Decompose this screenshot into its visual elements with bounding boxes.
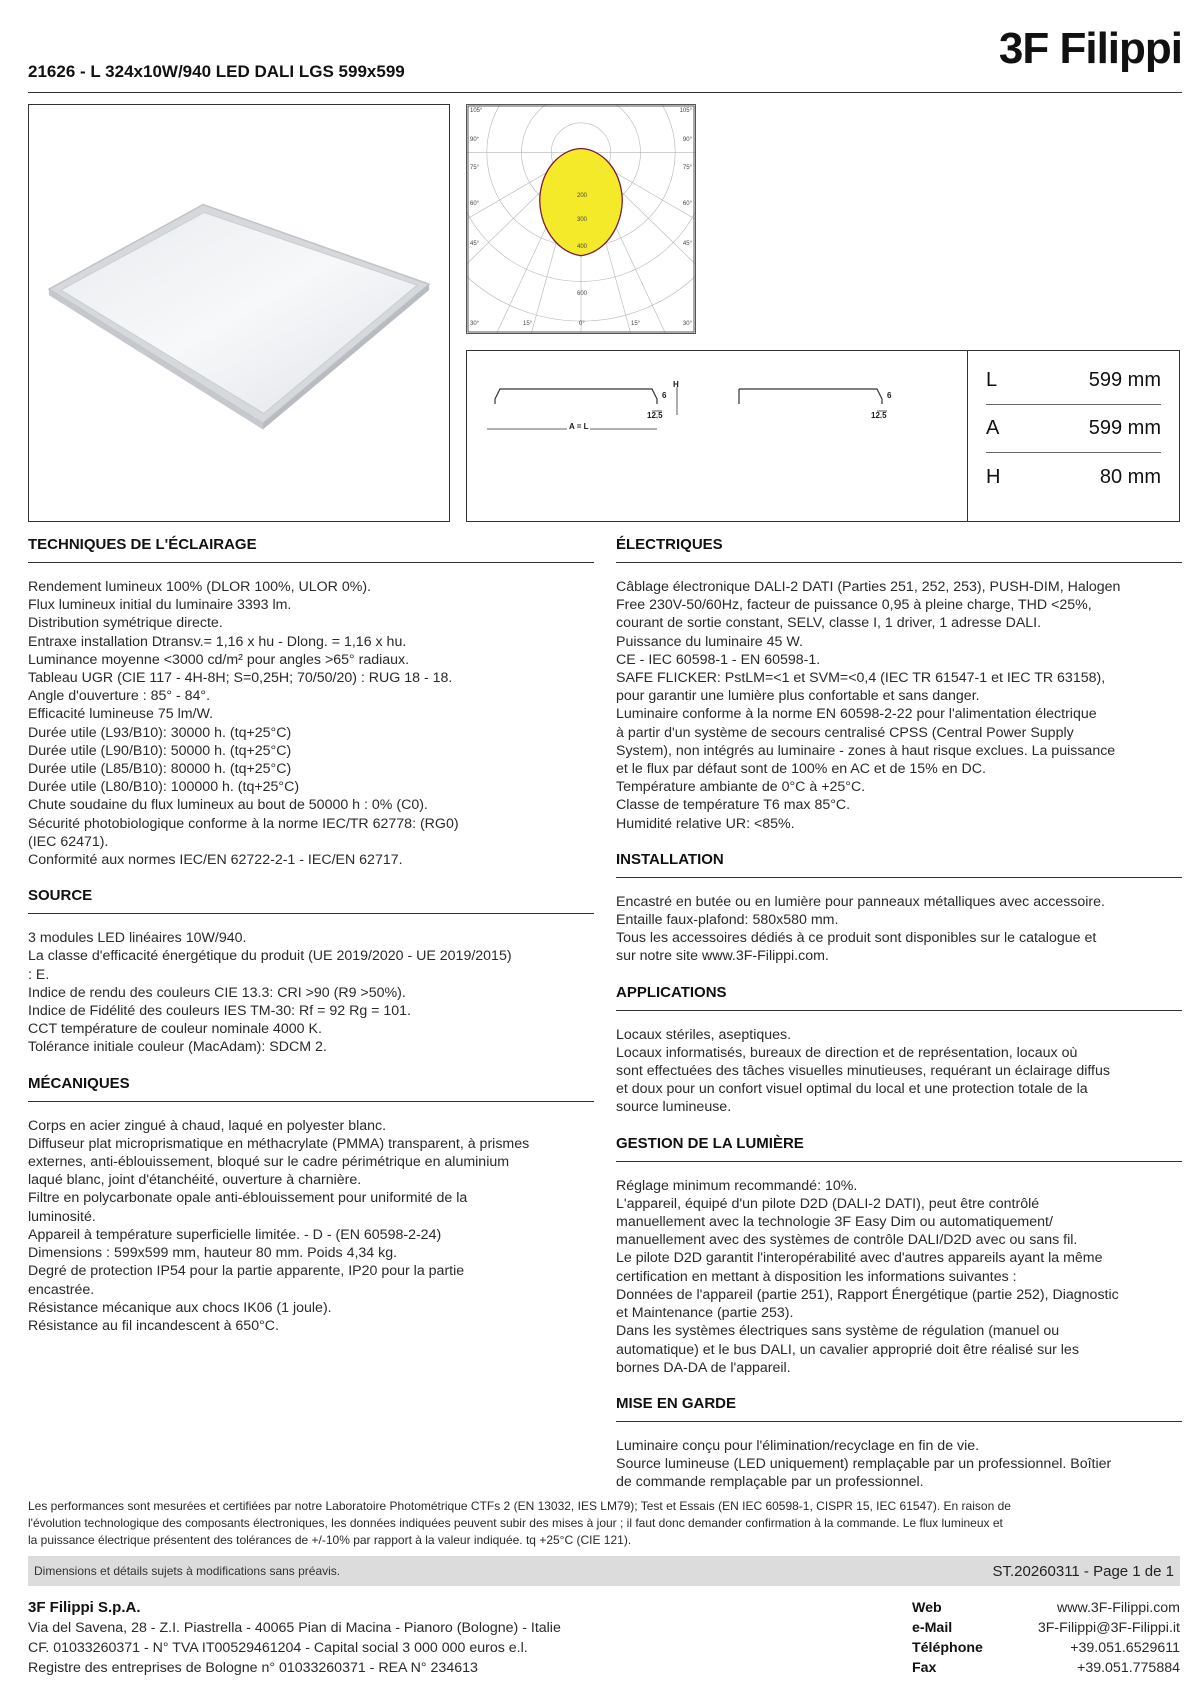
dimension-row [986,405,1161,453]
polar-label: 90° [682,137,692,143]
section-body [28,929,594,1056]
light-distribution-curve [540,149,622,256]
section-line: L'appareil, équipé d'un pilote D2D (DALI-2 DATI), peut être contrôlé [616,1195,1040,1212]
contact-value: +39.051.6529611 [1070,1640,1180,1656]
section-line: Durée utile (L85/B10): 80000 h. (tq+25°C) [28,761,292,778]
section-line: 3 modules LED linéaires 10W/940. [28,930,247,947]
section-line: Dans les systèmes électriques sans système de régulation (manuel ou [616,1323,1060,1340]
contact-row [912,1658,1180,1678]
section-heading: ÉLECTRIQUES [616,536,1182,563]
section-line: Diffuseur plat microprismatique en méthacrylate (PMMA) transparent, à prismes [28,1135,530,1152]
led-panel-image [29,105,449,521]
section-line: Indice de Fidélité des couleurs IES TM-30: Rf = 92 Rg = 101. [28,1003,412,1020]
section-line: Angle d'ouverture : 85° - 84°. [28,688,211,705]
contact-value: +39.051.775884 [1077,1660,1180,1676]
contact-key: Web [912,1600,942,1616]
contact-value[interactable]: 3F-Filippi@3F-Filippi.it [1037,1620,1180,1636]
section-line: Luminaire conçu pour l'élimination/recyclage en fin de vie. [616,1437,980,1454]
section-line: pour garantir une lumière plus confortable et sans danger. [616,688,980,705]
section-line: Flux lumineux initial du luminaire 3393 lm. [28,597,292,614]
section-line: Efficacité lumineuse 75 lm/W. [28,706,214,723]
section-line: La classe d'efficacité énergétique du produit (UE 2019/2020 - UE 2019/2015) [28,948,512,965]
section-line: Sécurité photobiologique conforme à la norme IEC/TR 62778: (RG0) [28,815,459,832]
section-line: Filtre en polycarbonate opale anti-éblouissement pour uniformité de la [28,1190,468,1207]
section-line: sont effectuées des tâches visuelles minutieuses, requérant un éclairage diffus [616,1063,1110,1080]
section-line: source lumineuse. [616,1099,732,1116]
section-line: Source lumineuse (LED uniquement) remplaçable par un professionnel. Boîtier [616,1456,1112,1473]
footnote-line: l'évolution technologique des composants électroniques, les données indiquées peuvent subir des mises à jour ; il faut donc demander confirmation à la commande. Le flux lumineux et [28,1516,1003,1530]
product-photo [28,104,450,522]
section-line: Température ambiante de 0°C à +25°C. [616,779,866,796]
page-number: ST.20260311 - Page 1 de 1 [992,1562,1174,1580]
polar-label: 15° [523,321,533,327]
section-line: Encastré en butée ou en lumière pour panneaux métalliques avec accessoire. [616,893,1105,910]
address-line: Via del Savena, 28 - Z.I. Piastrella - 40065 Pian di Macina - Pianoro (Bologne) - Italie [28,1620,561,1636]
polar-label: 30° [470,321,480,327]
address-line: CF. 01033260371 - N° TVA IT00529461204 - Capital social 3 000 000 euros e.l. [28,1640,528,1656]
section-body [28,1117,594,1335]
footnote [28,1498,1180,1549]
section-line: Chute soudaine du flux lumineux au bout de 50000 h : 0% (C0). [28,797,428,814]
contact-info [912,1598,1180,1678]
contact-key: e-Mail [912,1620,953,1636]
section-line: et doux pour un confort visuel optimal du local et une protection totale de la [616,1081,1088,1098]
polar-label: 75° [682,165,692,171]
polar-label: 45° [682,241,692,247]
section-line: sur notre site www.3F-Filippi.com. [616,948,829,965]
section-line: Durée utile (L80/B10): 100000 h. (tq+25°C) [28,779,300,796]
section-line: CCT température de couleur nominale 4000 K. [28,1021,322,1038]
address-line: Registre des entreprises de Bologne n° 01033260371 - REA N° 234613 [28,1660,478,1676]
title-divider [28,92,1182,93]
section-line: Dimensions : 599x599 mm, hauteur 80 mm. Poids 4,34 kg. [28,1245,398,1262]
section-line: CE - IEC 60598-1 - EN 60598-1. [616,651,821,668]
section-body [28,578,594,869]
section-line: Corps en acier zingué à chaud, laqué en polyester blanc. [28,1117,387,1134]
section-line: Locaux informatisés, bureaux de direction et de représentation, locaux où [616,1044,1078,1061]
section-heading: SOURCE [28,887,594,914]
section-body [616,1437,1182,1492]
polar-label: 60° [682,201,692,207]
dim-a-label: A = L [569,422,589,431]
dimension-row [986,453,1161,501]
section-line: Humidité relative UR: <85%. [616,815,795,832]
polar-label: 105° [679,108,692,114]
section-line: Distribution symétrique directe. [28,615,223,632]
dim-thickness-left: 6 [662,391,667,400]
section-line: Indice de rendu des couleurs CIE 13.3: CRI >90 (R9 >50%). [28,984,406,1001]
polar-label: 200 [577,193,588,199]
section-line: SAFE FLICKER: PstLM=<1 et SVM=<0,4 (IEC TR 61547-1 et IEC TR 63158), [616,670,1106,687]
section-line: Conformité aux normes IEC/EN 62722-2-1 - IEC/EN 62717. [28,852,403,869]
section-line: bornes DA-DA de l'appareil. [616,1359,791,1376]
section-line: Entaille faux-plafond: 580x580 mm. [616,912,839,929]
section-heading: INSTALLATION [616,851,1182,878]
dimension-drawing [467,351,967,523]
section-line: Puissance du luminaire 45 W. [616,633,803,650]
section-line: Entraxe installation Dtransv.= 1,16 x hu - Dlong. = 1,16 x hu. [28,633,407,650]
section-heading: TECHNIQUES DE L'ÉCLAIRAGE [28,536,594,563]
dimension-key: L [986,369,998,391]
section-line: courant de sortie constant, SELV, classe I, 1 driver, 1 adresse DALI. [616,615,1042,632]
section-line: Résistance mécanique aux chocs IK06 (1 joule). [28,1299,332,1316]
section-body [616,1177,1182,1377]
dimension-key: A [986,417,1000,439]
section-line: externes, anti-éblouissement, bloqué sur le cadre périmétrique en aluminium [28,1154,510,1171]
contact-row [912,1638,1180,1658]
section-heading: GESTION DE LA LUMIÈRE [616,1135,1182,1162]
polar-label: 15° [631,321,641,327]
section-line: Le pilote D2D garantit l'interopérabilité avec d'autres appareils ayant la même [616,1250,1103,1267]
dimension-value: 599 mm [1088,417,1161,439]
contact-value[interactable]: www.3F-Filippi.com [1057,1600,1180,1616]
polar-label: 75° [470,165,480,171]
section-line: Rendement lumineux 100% (DLOR 100%, ULOR 0%). [28,579,372,595]
contact-key: Téléphone [912,1640,983,1656]
section-line: Tous les accessoires dédiés à ce produit sont disponibles sur le catalogue et [616,930,1097,947]
section-line: Luminaire conforme à la norme EN 60598-2-22 pour l'alimentation électrique [616,706,1097,723]
section-heading: APPLICATIONS [616,984,1182,1011]
side-profile-drawing [467,351,967,523]
section-line: Classe de température T6 max 85°C. [616,797,851,814]
section-line: manuellement avec des systèmes de contrôle DALI/D2D avec ou sans fil. [616,1232,1078,1249]
polar-label: 105° [470,108,483,114]
dim-h-label: H [673,380,679,389]
section-line: luminosité. [28,1208,96,1225]
dimensions-table [967,351,1179,521]
section-body [616,893,1182,966]
section-line: Luminance moyenne <3000 cd/m² pour angles >65° radiaux. [28,651,410,668]
section-line: Durée utile (L90/B10): 50000 h. (tq+25°C) [28,742,292,759]
dim-thickness-right: 6 [887,391,892,400]
brand-logo: 3F Filippi [998,24,1182,73]
section-line: et le flux par défaut sont de 100% en AC et de 15% en DC. [616,761,986,778]
section-line: encastrée. [28,1281,95,1298]
section-line: System), non intégrés au luminaire - zones à haut risque exclues. La puissance [616,742,1116,759]
section-body [616,1026,1182,1117]
section-line: Free 230V-50/60Hz, facteur de puissance 0,95 à pleine charge, THD <25%, [616,597,1092,614]
polar-label: 300 [577,217,588,223]
photometric-polar-diagram [466,104,696,334]
section-line: Réglage minimum recommandé: 10%. [616,1177,858,1194]
section-line: laqué blanc, joint d'étanchéité, ouverture à charnière. [28,1172,362,1189]
right-column [616,536,1182,1510]
section-line: Résistance au fil incandescent à 650°C. [28,1317,279,1334]
dimensions-panel [466,350,1180,522]
company-name: 3F Filippi S.p.A. [28,1599,141,1616]
dimension-key: H [986,465,1001,488]
section-line: : E. [28,966,50,983]
section-line: automatique) et le bus DALI, un cavalier approprié doit être réalisé sur les [616,1341,1079,1358]
section-line: certification en mettant à disposition les informations suivantes : [616,1268,1017,1285]
section-line: Durée utile (L93/B10): 30000 h. (tq+25°C) [28,724,292,741]
section-line: Degré de protection IP54 pour la partie apparente, IP20 pour la partie [28,1263,465,1280]
section-body [616,578,1182,833]
section-line: manuellement avec la technologie 3F Easy Dim ou automatiquement/ [616,1214,1053,1231]
polar-label: 60° [470,201,480,207]
contact-key: Fax [912,1660,937,1676]
section-line: Tableau UGR (CIE 117 - 4H-8H; S=0,25H; 70/50/20) : RUG 18 - 18. [28,670,453,687]
left-column [28,536,594,1353]
section-line: Données de l'appareil (partie 251), Rapport Énergétique (partie 252), Diagnostic [616,1286,1119,1303]
dimension-row [986,357,1161,405]
polar-label: 30° [682,321,692,327]
contact-row [912,1598,1180,1618]
section-line: de commande remplaçable par un professionnel. [616,1474,924,1491]
section-line: Câblage électronique DALI-2 DATI (Parties 251, 252, 253), PUSH-DIM, Halogen [616,579,1121,595]
dim-edge-left: 12.5 [647,411,663,420]
section-line: à partir d'un système de secours centralisé CPSS (Central Power Supply [616,724,1074,741]
polar-label: 45° [470,241,480,247]
section-line: Locaux stériles, aseptiques. [616,1026,792,1043]
footnote-line: Les performances sont mesurées et certifiées par notre Laboratoire Photométrique CTFs 2 (EN 13032, IES LM79); Test et Essais (EN IEC 60598-1, CISPR 15, IEC 61547). En raison de [28,1499,1011,1513]
footnote-line: la puissance électrique présentent des tolérances de +/-10% par rapport à la valeur indiquée. tq +25°C (CIE 121). [28,1533,632,1547]
product-title: 21626 - L 324x10W/940 LED DALI LGS 599x599 [28,62,405,81]
section-line: Appareil à température superficielle limitée. - D - (EN 60598-2-24) [28,1226,442,1243]
disclaimer-text: Dimensions et détails sujets à modifications sans préavis. [34,1564,341,1578]
dimension-value: 599 mm [1088,369,1161,391]
footer-bar [28,1556,1180,1586]
section-line: et Maintenance (partie 253). [616,1305,794,1322]
dimension-value: 80 mm [1099,465,1161,488]
polar-label: 0° [579,321,585,327]
dim-edge-right: 12.5 [871,411,887,420]
section-heading: MISE EN GARDE [616,1395,1182,1422]
polar-label: 90° [470,137,480,143]
polar-label: 400 [577,244,588,250]
polar-label: 600 [577,291,588,297]
contact-row [912,1618,1180,1638]
section-line: (IEC 62471). [28,833,109,850]
section-heading: MÉCANIQUES [28,1075,594,1102]
section-line: Tolérance initiale couleur (MacAdam): SDCM 2. [28,1039,327,1056]
